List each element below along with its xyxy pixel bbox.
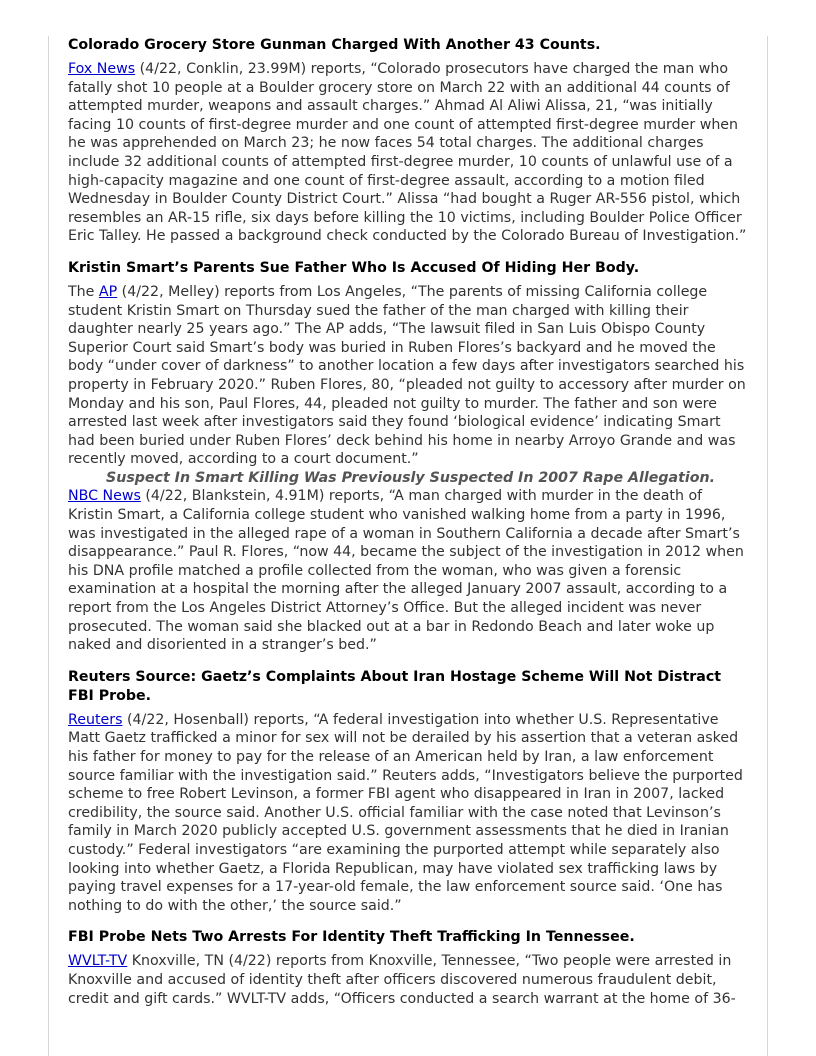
story-identity-theft [68, 928, 748, 1008]
source-link-reuters[interactable]: Reuters [68, 711, 123, 728]
story-title: Kristin Smart’s Parents Sue Father Who Is Accused Of Hiding Her Body. [68, 259, 640, 276]
source-link-fox-news[interactable]: Fox News [68, 61, 136, 77]
story-text: (4/22, Melley) reports from Los Angeles, “The parents of missing California college student Kristin Smart on Thursday sued the father of the man charged with killing their daughter nearly 25 years ago.” The AP adds, “The lawsuit filed in San Luis Obispo County Superior Court said Smart’s body was buried in Ruben Flores’s backyard and he moved the body “under cover of darkness” to another location a few days after investigators searched his property in February 2020.” Ruben Flores, 80, “pleaded not guilty to accessory after murder on Monday and his son, Paul Flores, 44, pleaded not guilty to murder. The father and son were arrested last week after investigators said they found ‘biological evidence’ indicating Smart had been buried under Ruben Flores’ deck behind his home in nearby Arroyo Grande and was recently moved, according to a court document.” [68, 283, 746, 468]
source-link-ap[interactable]: AP [98, 283, 118, 300]
story-title: Colorado Grocery Store Gunman Charged With Another 43 Counts. [68, 37, 601, 53]
source-link-nbc-news[interactable]: NBC News [68, 488, 141, 505]
story-title: Reuters Source: Gaetz’s Complaints About Iran Hostage Scheme Will Not Distract FBI Probe. [68, 668, 722, 704]
story-kristin-smart [68, 259, 748, 655]
story-text: Knoxville, TN (4/22) reports from Knoxville, Tennessee, “Two people were arrested in Knoxville and accused of identity theft after officers discovered numerous fraudulent debit, credit and gift cards.” WVLT-TV adds, “Officers conducted a search warrant at the home of 36- [68, 953, 736, 1007]
story-text: (4/22, Conklin, 23.99M) reports, “Colorado prosecutors have charged the man who fatally shot 10 people at a Boulder grocery store on March 22 with an additional 44 counts of attempted murder, weapons and assault charges.” Ahmad Al Aliwi Alissa, 21, “was initially facing 10 counts of first-degree murder and one count of attempted first-degree murder when he was apprehended on March 23; he now faces 54 total charges. The additional charges include 32 additional counts of attempted first-degree murder, 10 counts of unlawful use of a high-capacity magazine and one count of first-degree assault, according to a motion filed Wednesday in Boulder County District Court.” Alissa “had bought a Ruger AR-556 pistol, which resembles an AR-15 rifle, six days before killing the 10 victims, including Boulder Police Officer Eric Talley. He passed a background check conducted by the Colorado Bureau of Investigation.” [68, 61, 747, 245]
sub-story-text: (4/22, Blankstein, 4.91M) reports, “A man charged with murder in the death of Kristin Smart, a California college student who vanished walking home from a party in 1996, was investigated in the alleged rape of a woman in Southern California a decade after Smart’s disappearance.” Paul R. Flores, “now 44, became the subject of the investigation in 2012 when his DNA profile matched a profile collected from the woman, who was given a forensic examination at a hospital the morning after the alleged January 2007 assault, according to a report from the Los Angeles District Attorney’s Office. But the alleged incident was never prosecuted. The woman said she blacked out at a bar in Redondo Beach and later woke up naked and disoriented in a stranger’s bed.” [68, 488, 744, 654]
story-colorado-gunman [68, 36, 748, 246]
story-body [68, 283, 748, 469]
sub-story-body [68, 487, 748, 654]
story-body [68, 60, 748, 246]
story-text: (4/22, Hosenball) reports, “A federal investigation into whether U.S. Representative Matt Gaetz trafficked a minor for sex will not be derailed by his assertion that a veteran asked his father for money to pay for the release of an American held by Iran, a law enforcement source familiar with the investigation said.” Reuters adds, “Investigators believe the purported scheme to free Robert Levinson, a former FBI agent who disappeared in Iran in 2007, lacked credibility, the source said. Another U.S. official familiar with the case noted that Levinson’s family in March 2020 publicly accepted U.S. government assessments that he died in Iranian custody.” Federal investigators “are examining the purported attempt while separately also looking into whether Gaetz, a Florida Republican, may have violated sex trafficking laws by paying travel expenses for a 17-year-old female, the law enforcement source said. ‘One has nothing to do with the other,’ the source said.” [68, 711, 743, 914]
story-prefix: The [68, 283, 99, 300]
page-border-right [767, 36, 768, 1056]
page-border-left [48, 36, 49, 1056]
sub-story-title: Suspect In Smart Killing Was Previously Suspected In 2007 Rape Allegation. [106, 469, 715, 486]
news-briefing [68, 36, 748, 1021]
source-link-wvlt-tv[interactable]: WVLT-TV [68, 953, 128, 970]
story-body [68, 711, 748, 916]
story-body [68, 952, 748, 1008]
story-gaetz-probe [68, 668, 748, 916]
story-title: FBI Probe Nets Two Arrests For Identity Theft Trafficking In Tennessee. [68, 929, 635, 946]
